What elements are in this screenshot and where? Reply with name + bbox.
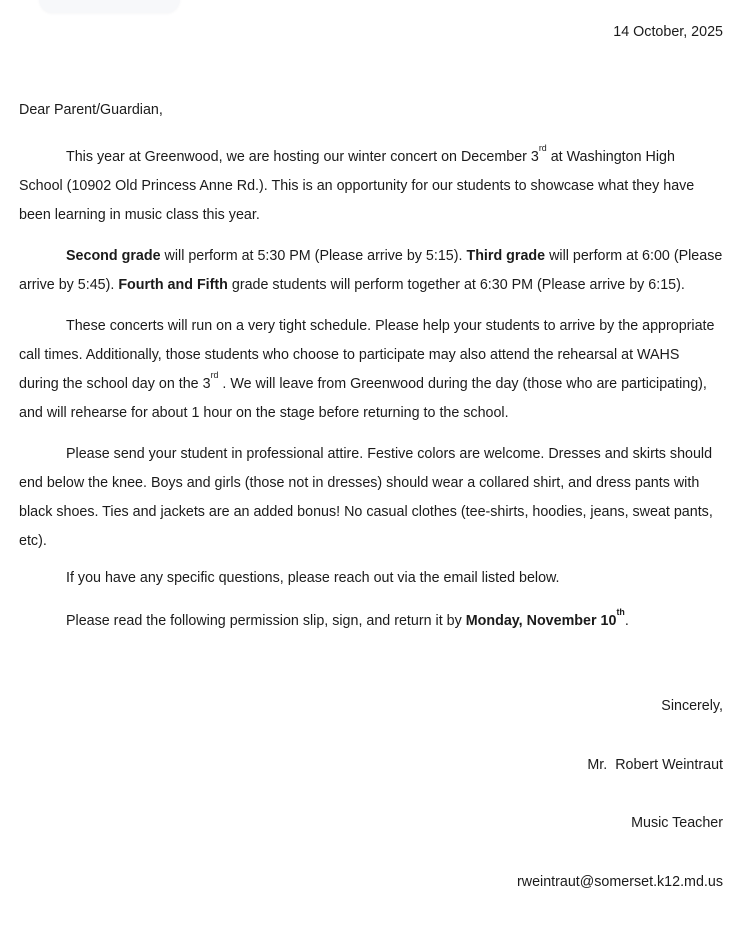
text-line: black shoes. Ties and jackets are an added bonus! No casual clothes (tee-shirts, hoodies, jeans, sweat pants, (19, 504, 713, 520)
text-line: Please read the following permission slip, sign, and return it by Monday, November 10th. (66, 607, 629, 629)
text-line: during the school day on the 3rd . We will leave from Greenwood during the day (those who are participating), (19, 370, 707, 392)
text-line: and will rehearse for about 1 hour on the stage before returning to the school. (19, 405, 509, 421)
letter-date: 14 October, 2025 (613, 24, 723, 40)
paragraph (19, 564, 723, 593)
text-line: been learning in music class this year. (19, 207, 260, 223)
signature-closing: Sincerely, (661, 698, 723, 714)
signature-name: Mr. Robert Weintraut (587, 756, 723, 773)
text-line: arrive by 5:45). Fourth and Fifth grade students will perform together at 6:30 PM (Please arrive by 6:15). (19, 277, 685, 293)
paragraph (19, 312, 723, 428)
paragraph (19, 440, 723, 556)
text-line: If you have any specific questions, please reach out via the email listed below. (66, 570, 560, 586)
text-line: This year at Greenwood, we are hosting our winter concert on December 3rd at Washington High (66, 143, 675, 165)
text-line: etc). (19, 533, 47, 549)
text-line: Please send your student in professional attire. Festive colors are welcome. Dresses and skirts should (66, 446, 713, 462)
paragraph (19, 607, 723, 636)
text-line: end below the knee. Boys and girls (those not in dresses) should wear a collared shirt, and dress pants with (19, 475, 700, 491)
text-line: Second grade will perform at 5:30 PM (Please arrive by 5:15). Third grade will perform at 6:00 (Please (66, 248, 723, 264)
text-line: call times. Additionally, those students who choose to participate may also attend the rehearsal at WAHS (19, 347, 680, 363)
paragraph (19, 242, 723, 300)
letter-body (19, 143, 723, 636)
signature-block (19, 658, 723, 931)
salutation: Dear Parent/Guardian, (19, 102, 163, 118)
signature-title: Music Teacher (631, 815, 723, 831)
paragraph (19, 143, 723, 230)
text-line: School (10902 Old Princess Anne Rd.). This is an opportunity for our students to showcase what they have (19, 178, 695, 194)
signature-email: rweintraut@somerset.k12.md.us (516, 873, 723, 890)
text-line: These concerts will run on a very tight schedule. Please help your students to arrive by the appropriate (66, 318, 715, 334)
